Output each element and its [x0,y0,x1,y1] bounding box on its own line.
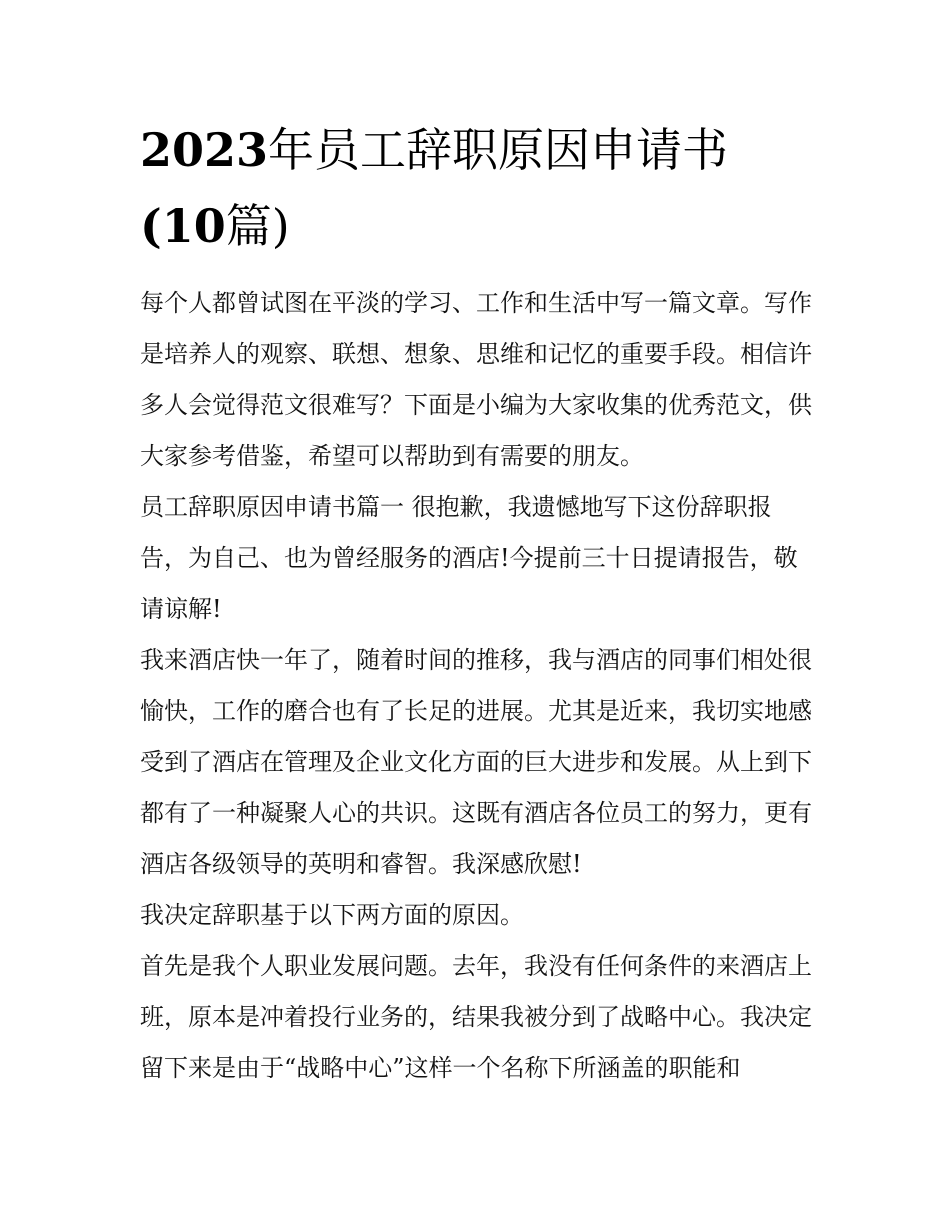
title-count: (10 [140,199,226,253]
paragraph-letter-opening: 员工辞职原因申请书篇一 很抱歉，我遗憾地写下这份辞职报告，为自己、也为曾经服务的酒店!今提前三十日提请报告，敬请谅解! [140,493,798,623]
title-year: 2023 [140,123,269,177]
document-body [140,278,812,1094]
title-main-text: 年员工辞职原因申请书 [268,123,729,177]
paragraph-hotel-experience: 我来酒店快一年了，随着时间的推移，我与酒店的同事们相处很愉快，工作的磨合也有了长足的进展。尤其是近来，我切实地感受到了酒店在管理及企业文化方面的巨大进步和发展。从上到下都有了一种凝聚人心的共识。这既有酒店各位员工的努力，更有酒店各级领导的英明和睿智。我深感欣慰! [140,646,812,878]
title-count-suffix: 篇) [225,199,290,253]
paragraph-reasons-intro: 我决定辞职基于以下两方面的原因。 [140,901,524,929]
title-line-1 [140,123,728,177]
title-line-2 [140,199,290,253]
paragraph-career-development: 首先是我个人职业发展问题。去年，我没有任何条件的来酒店上班，原本是冲着投行业务的，结果我被分到了战略中心。我决定留下来是由于“战略中心”这样一个名称下所涵盖的职能和 [140,952,812,1082]
paragraph-intro: 每个人都曾试图在平淡的学习、工作和生活中写一篇文章。写作是培养人的观察、联想、想象、思维和记忆的重要手段。相信许多人会觉得范文很难写？下面是小编为大家收集的优秀范文，供大家参考借鉴，希望可以帮助到有需要的朋友。 [140,289,812,470]
document-title [140,112,812,264]
